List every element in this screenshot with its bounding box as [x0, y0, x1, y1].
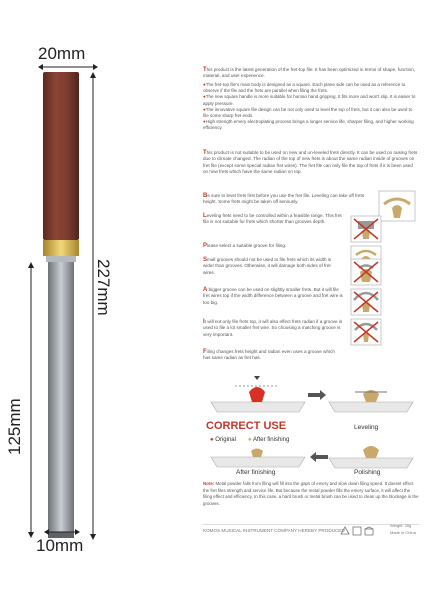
- illustration-correct-fit-icon: [378, 190, 416, 222]
- illustration-too-short-icon: [350, 215, 382, 243]
- feature-list: [203, 82, 419, 132]
- tip-small-grooves: Small grooves should not be used to file frets which its width is wider than grooves. Otherwise, it will damage both sides of fret wires.: [203, 257, 332, 275]
- legend-original: ● Original: [210, 437, 236, 443]
- blade-length-arrow: [26, 262, 36, 538]
- usage-cap: T: [203, 150, 207, 156]
- certification-icon: [352, 526, 362, 536]
- before-leveling-diagram: [205, 372, 310, 422]
- package-icon: [364, 526, 374, 536]
- tip-bigger-groove: A bigger groove can be used on slightly smaller frets. But it will file fret wires top if the width difference between a groove and fret wire is too big.: [203, 287, 343, 305]
- feature-item: ● The innovative square file design can be not only used to level the top of frets, but it can also be used to file some sharp fret ends.: [203, 107, 419, 119]
- leveling-label: Leveling: [354, 424, 379, 431]
- tip-leveling-range: Leveling frets need to be controlled within a feasible range. This fret file is not suitable for frets which shorter than grooves depth.: [203, 213, 342, 225]
- polishing-diagram: [325, 438, 417, 470]
- note-text: Metal powder falls from filing will fill into the gaps of emery and slow down filing speed. It doesnt effect the fret files strength and service life. But because the metal powder fills the emery surface, it will affect the filing effect and efficiency. In this case, a hard brush or metal brush can be used to clean up the blockage in the grooves.: [203, 481, 419, 506]
- after-finishing-label: After finishing: [236, 469, 276, 476]
- illustration-bigger-groove-icon: [350, 288, 382, 316]
- illustration-small-groove-icon: [350, 258, 382, 286]
- correct-use-heading: CORRECT USE: [206, 420, 287, 432]
- arrow-to-leveling-icon: [308, 390, 326, 400]
- total-length-label: 227mm: [94, 259, 113, 316]
- tip-filing-changes: Filing changes frets height and radian even uses a groove which has same radian as fret has.: [203, 349, 335, 361]
- handle-width-label: 20mm: [38, 44, 86, 63]
- made-in-label: Made in China: [390, 530, 416, 535]
- feature-item: ● High strength emery electroplating process brings a longer service life, sharper filing, and higher working efficiency.: [203, 119, 419, 131]
- blade-length-label: 125mm: [5, 398, 24, 455]
- blade-width-arrow: [44, 528, 80, 536]
- footer-divider: [203, 524, 419, 525]
- after-finishing-diagram: [205, 445, 310, 469]
- intro-text: his product is the latest generation of the fret-top file. It has been optimized in terms of shape, function, material, and user experience.: [203, 67, 416, 79]
- fret-file-image: [36, 72, 86, 552]
- handle-width-arrow: [38, 63, 98, 71]
- leveling-diagram: [325, 372, 417, 422]
- legend-after-finishing: ● After finishing: [248, 437, 290, 443]
- intro-paragraph: [203, 67, 419, 80]
- maintenance-note: [203, 481, 419, 507]
- note-lead: Note:: [203, 481, 215, 486]
- usage-text: his product is not suitable to be used on new and un-leveled frets directly. It can be used on raising frets due to climate changed. The radian of the top of new frets is about the same radian inside of grooves on fret file (except some special radian fret wires). The fret file can only file the top of frets if it is been used on new frets which have the same radian on top.: [203, 150, 418, 175]
- feature-item: ● The new square handle is more suitable for human hand gripping. It fits more and won't slip. It is easier to apply pressure.: [203, 94, 419, 106]
- footer-brand: KOMOS MUSICAL INSTRUMENT COMPANY HEREBY PRODUCED: [203, 528, 345, 533]
- intro-cap: T: [203, 67, 207, 73]
- tip-level-first: Be sure to level frets first before you use the fret file. Leveling can take off frets height. Some frets might be taken off seriously.: [203, 193, 365, 205]
- recycle-icon: [340, 526, 350, 536]
- polishing-label: Polishing: [354, 469, 381, 476]
- usage-paragraph: [203, 150, 419, 176]
- tip-radian: It will not only file frets top, it will also effect frets radian if a groove is used to file a lot smaller fret wire. So choosing a matching groove is very important.: [203, 319, 343, 337]
- feature-item: ● The fret-top file's main body is designed as a square. Each plane side can be used as a reference to observe if the file and the frets are parallel when filing the frets.: [203, 82, 419, 94]
- weight-label: Weight: 20g: [390, 523, 412, 528]
- illustration-radian-icon: [350, 318, 382, 346]
- tip-select-groove: Please select a suitable groove for filing.: [203, 243, 287, 249]
- blade-width-label: 10mm: [36, 536, 84, 555]
